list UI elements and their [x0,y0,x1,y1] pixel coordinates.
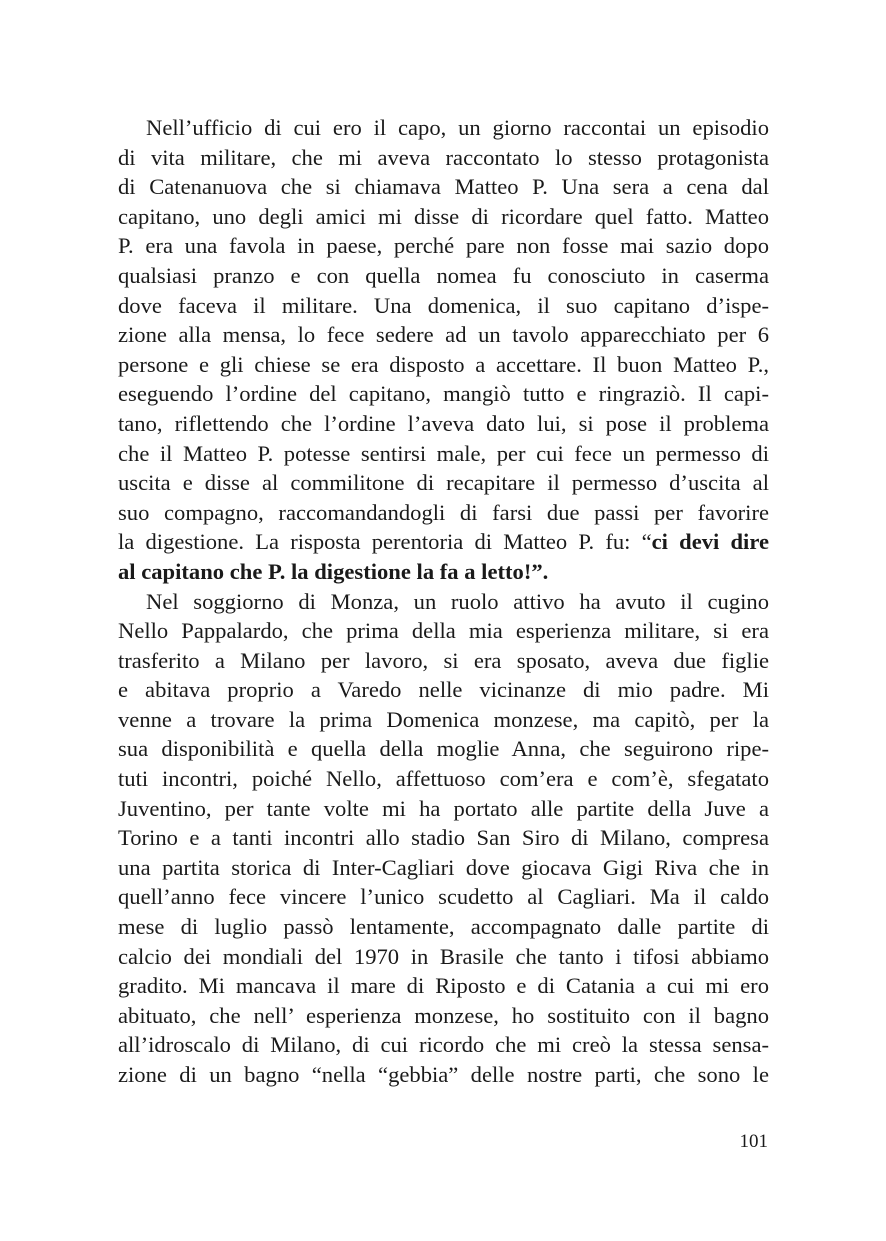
text-line: qualsiasi pranzo e con quella nomea fu conosciuto in caserma [118,262,769,288]
text-line: persone e gli chiese se era disposto a accettare. Il buon Matteo P., [118,351,769,377]
paragraph-1 [118,113,769,587]
text-line: che il Matteo P. potesse sentirsi male, per cui fece un permesso di [118,440,769,466]
text-line: di vita militare, che mi aveva raccontato lo stesso protagonista [118,144,769,170]
text-line-mixed [118,527,769,557]
bold-quote-start: ci devi dire [651,529,769,555]
text-line: trasferito a Milano per lavoro, si era sposato, aveva due figlie [118,647,769,673]
text-line: eseguendo l’ordine del capitano, mangiò tutto e ringraziò. Il capi- [118,381,769,407]
text-line: mese di luglio passò lentamente, accompagnato dalle partite di [118,914,769,940]
text-line: Juventino, per tante volte mi ha portato alle partite della Juve a [118,795,769,821]
text-line: quell’anno fece vincere l’unico scudetto al Cagliari. Ma il caldo [118,884,769,910]
text-run: la digestione. La risposta perentoria di Matteo P. fu: “ [118,529,652,555]
text-line: P. era una favola in paese, perché pare non fosse mai sazio dopo [118,233,769,259]
text-line: zione di un bagno “nella “gebbia” delle nostre parti, che sono le [118,1062,769,1087]
text-line: Nello Pappalardo, che prima della mia esperienza militare, si era [118,618,769,644]
text-line: venne a trovare la prima Domenica monzese, ma capitò, per la [118,706,769,732]
page-number: 101 [739,1131,768,1152]
text-line: all’idroscalo di Milano, di cui ricordo che mi creò la stessa sensa- [118,1032,769,1058]
text-line: tano, riflettendo che l’ordine l’aveva dato lui, si pose il problema [118,410,769,436]
text-line: dove faceva il militare. Una domenica, il suo capitano d’ispe- [118,292,769,318]
text-line: calcio dei mondiali del 1970 in Brasile che tanto i tifosi abbiamo [118,943,769,969]
text-line: di Catenanuova che si chiamava Matteo P. Una sera a cena dal [118,174,769,200]
text-line: uscita e disse al commilitone di recapitare il permesso d’uscita al [118,470,769,496]
text-line: zione alla mensa, lo fece sedere ad un tavolo apparecchiato per 6 [118,322,769,348]
text-line: Nel soggiorno di Monza, un ruolo attivo ha avuto il cugino [146,588,769,614]
text-line: suo compagno, raccomandandogli di farsi due passi per favorire [118,499,769,525]
text-line: Nell’ufficio di cui ero il capo, un giorno raccontai un episodio [146,115,769,140]
text-line: una partita storica di Inter-Cagliari dove giocava Gigi Riva che in [118,854,769,880]
text-line: sua disponibilità e quella della moglie Anna, che seguirono ripe- [118,736,769,762]
text-line: tuti incontri, poiché Nello, affettuoso com’era e com’è, sfegatato [118,766,769,792]
bold-quote-end: al capitano che P. la digestione la fa a letto!”. [118,558,549,584]
paragraph-2 [118,587,769,1090]
text-line: gradito. Mi mancava il mare di Riposto e di Catania a cui mi ero [118,973,769,999]
text-line: capitano, uno degli amici mi disse di ricordare quel fatto. Matteo [118,203,769,229]
text-line: Torino e a tanti incontri allo stadio San Siro di Milano, compresa [118,825,769,851]
text-line: abituato, che nell’ esperienza monzese, ho sostituito con il bagno [118,1002,769,1028]
body-text [118,113,769,1090]
text-line: e abitava proprio a Varedo nelle vicinanze di mio padre. Mi [118,677,769,703]
